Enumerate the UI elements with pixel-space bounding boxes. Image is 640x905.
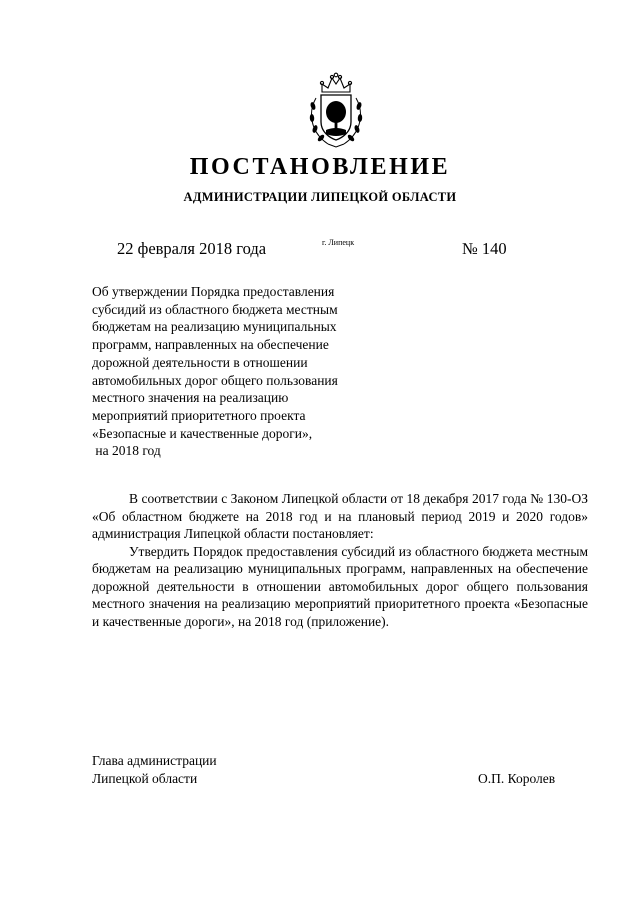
- subject-line: бюджетам на реализацию муниципальных: [92, 319, 337, 335]
- signatory-name: О.П. Королев: [478, 770, 556, 786]
- body-paragraph-resolution: Утвердить Порядок предоставления субсидий из областного бюджета местным бюджетам на реализацию муниципальных программ, направленных на обеспечение дорожной деятельности в отношении автомобильных дорог общего пользования местного значения на реализацию мероприятий приоритетного проекта «Безопасные и качественные дороги», на 2018 год (приложение).: [92, 543, 588, 629]
- document-subtitle: АДМИНИСТРАЦИИ ЛИПЕЦКОЙ ОБЛАСТИ: [183, 190, 457, 204]
- subject-line: субсидий из областного бюджета местным: [92, 301, 338, 317]
- document-title: ПОСТАНОВЛЕНИЕ: [189, 154, 451, 180]
- document-city: г. Липецк: [322, 238, 355, 247]
- document-body: [92, 490, 588, 630]
- signatory-position: [92, 752, 217, 787]
- signatory-position-line: Глава администрации: [92, 753, 217, 768]
- subject-line: «Безопасные и качественные дороги»,: [92, 425, 313, 441]
- signatory-position-line: Липецкой области: [92, 770, 198, 786]
- subject-line: мероприятий приоритетного проекта: [92, 407, 306, 423]
- subject-line: программ, направленных на обеспечение: [92, 337, 329, 353]
- document-date: 22 февраля 2018 года: [117, 239, 267, 258]
- subject-line: дорожной деятельности в отношении: [92, 354, 308, 370]
- subject-line: местного значения на реализацию: [92, 390, 289, 406]
- coat-of-arms-icon: [306, 72, 366, 150]
- subject-line: автомобильных дорог общего пользования: [92, 372, 338, 388]
- document-subject: [92, 283, 412, 460]
- document-number: № 140: [462, 239, 507, 258]
- subject-line: Об утверждении Порядка предоставления: [92, 284, 335, 299]
- body-paragraph-preamble: В соответствии с Законом Липецкой области от 18 декабря 2017 года № 130-ОЗ «Об областном бюджете на 2018 год и на плановый период 2019 и 2020 годов» администрация Липецкой области постановляет:: [92, 491, 588, 541]
- subject-line: на 2018 год: [92, 443, 161, 459]
